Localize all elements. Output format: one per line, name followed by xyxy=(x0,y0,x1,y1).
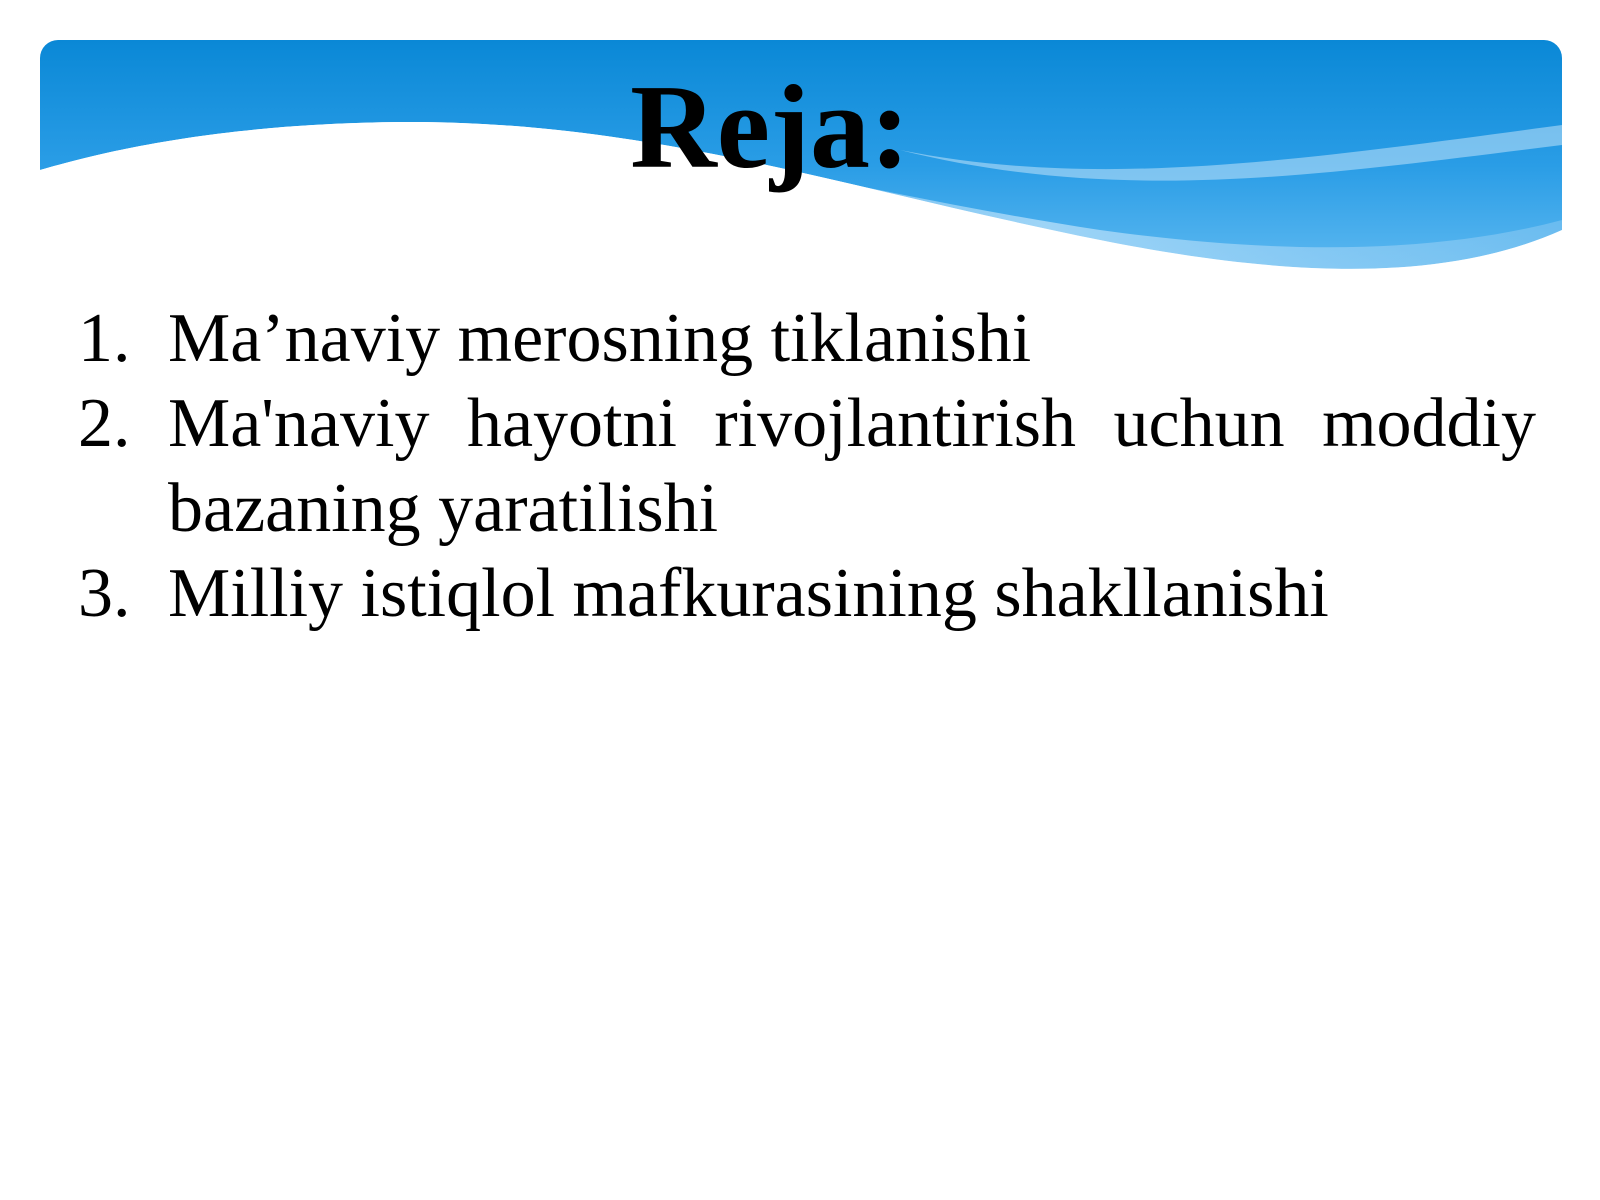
item-text: Milliy istiqlol mafkurasining shakllanishi xyxy=(168,555,1329,632)
item-number: 3. xyxy=(78,555,131,632)
plan-list xyxy=(78,296,1536,636)
item-number: 2. xyxy=(78,385,131,462)
list-item xyxy=(78,296,1536,381)
list-item xyxy=(78,381,1536,551)
item-text: Ma’naviy merosning tiklanishi xyxy=(168,300,1032,377)
list-item xyxy=(78,551,1536,636)
item-number: 1. xyxy=(78,300,131,377)
item-text: Ma'naviy hayotni rivojlantirish uchun moddiy bazaning yaratilishi xyxy=(168,385,1536,547)
slide-title: Reja: xyxy=(630,60,910,193)
